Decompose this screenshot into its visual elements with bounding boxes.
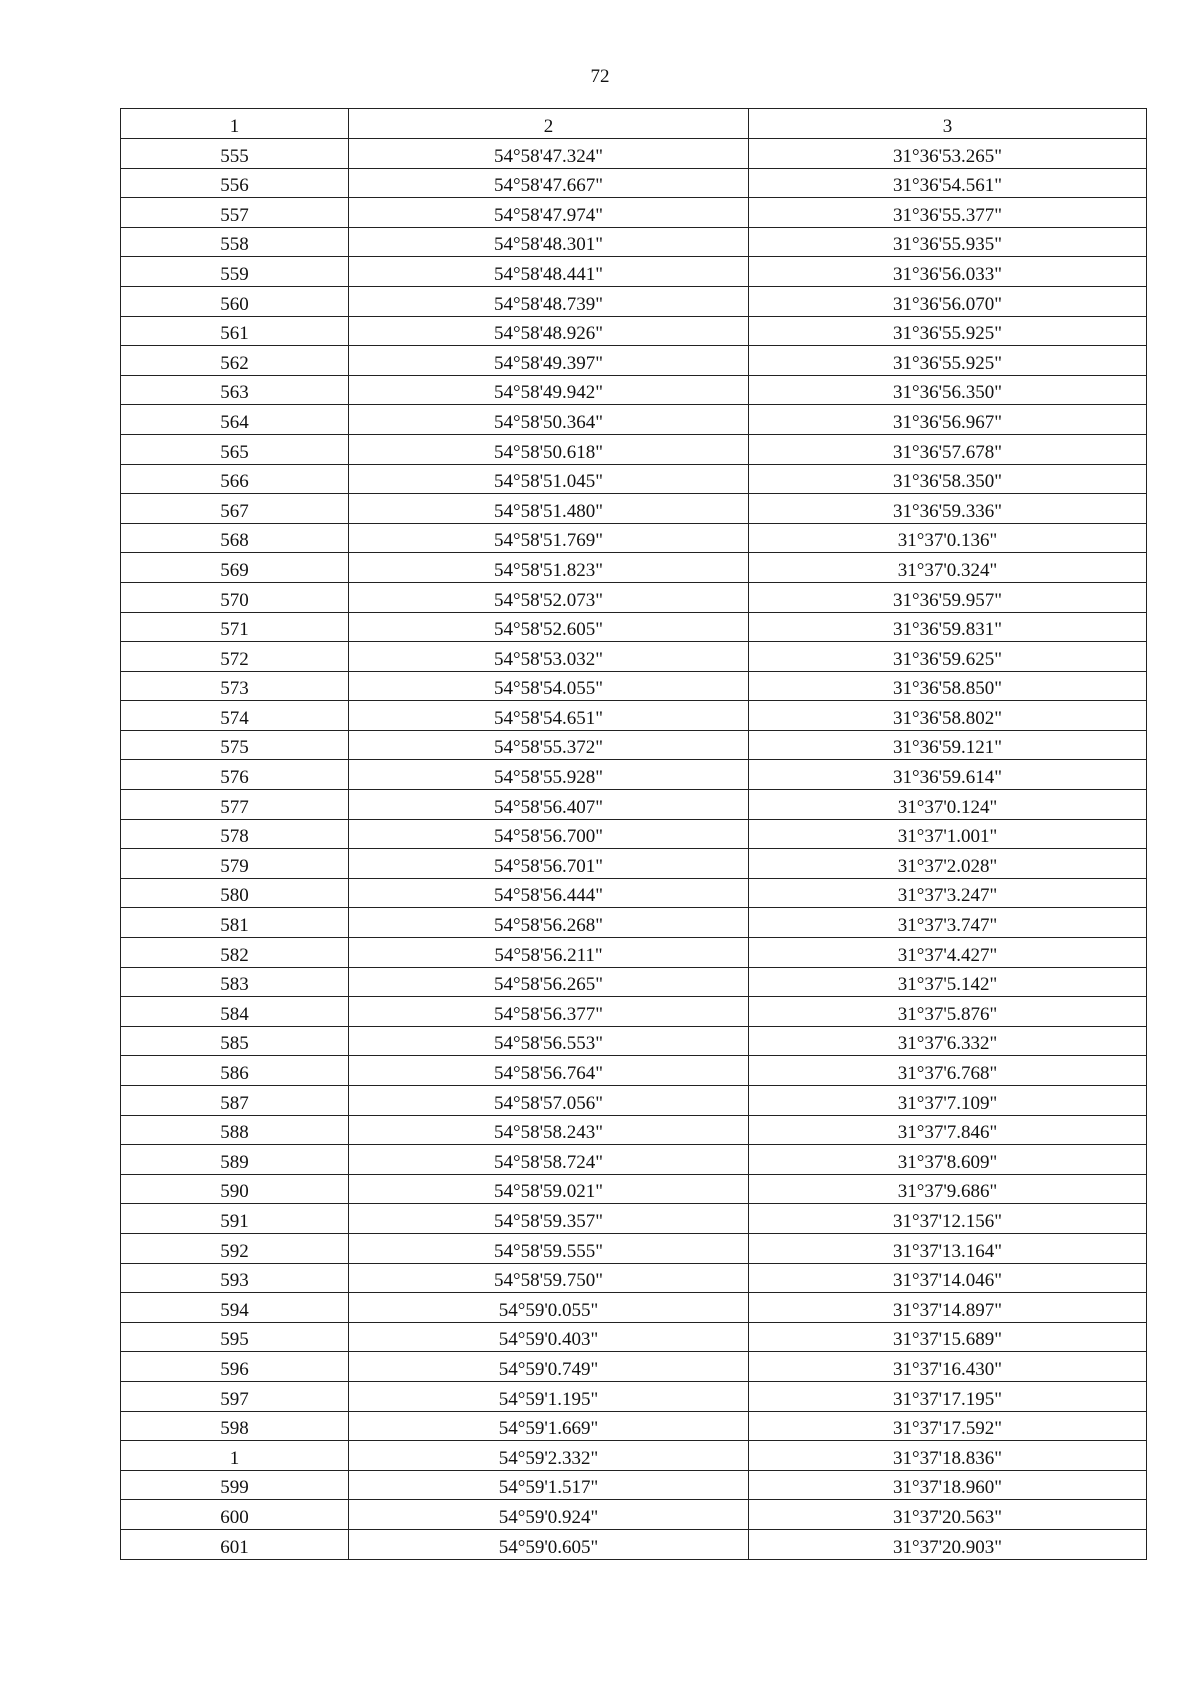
cell-point-number: 576	[121, 760, 349, 790]
cell-point-number: 565	[121, 434, 349, 464]
table-row	[121, 1233, 1147, 1263]
table-row	[121, 168, 1147, 198]
cell-point-number: 572	[121, 642, 349, 672]
cell-longitude: 31°37'17.592"	[749, 1411, 1147, 1441]
table-row	[121, 375, 1147, 405]
cell-point-number: 1	[121, 1441, 349, 1471]
table-row	[121, 523, 1147, 553]
cell-longitude: 31°36'56.967"	[749, 405, 1147, 435]
cell-point-number: 596	[121, 1352, 349, 1382]
cell-longitude: 31°37'2.028"	[749, 849, 1147, 879]
cell-point-number: 597	[121, 1381, 349, 1411]
cell-point-number: 587	[121, 1086, 349, 1116]
cell-longitude: 31°36'59.336"	[749, 494, 1147, 524]
cell-point-number: 582	[121, 938, 349, 968]
cell-latitude: 54°58'47.974"	[349, 198, 749, 228]
cell-point-number: 585	[121, 1026, 349, 1056]
cell-point-number: 569	[121, 553, 349, 583]
cell-latitude: 54°59'0.055"	[349, 1293, 749, 1323]
header-cell-latitude: 2	[349, 109, 749, 139]
coordinates-table-body	[121, 109, 1147, 1560]
cell-longitude: 31°37'3.247"	[749, 878, 1147, 908]
cell-longitude: 31°37'8.609"	[749, 1145, 1147, 1175]
cell-point-number: 590	[121, 1174, 349, 1204]
table-row	[121, 1381, 1147, 1411]
header-cell-point: 1	[121, 109, 349, 139]
cell-point-number: 601	[121, 1529, 349, 1559]
cell-point-number: 564	[121, 405, 349, 435]
cell-latitude: 54°59'1.195"	[349, 1381, 749, 1411]
cell-point-number: 562	[121, 346, 349, 376]
cell-point-number: 574	[121, 701, 349, 731]
cell-point-number: 566	[121, 464, 349, 494]
cell-longitude: 31°36'56.070"	[749, 286, 1147, 316]
cell-point-number: 577	[121, 790, 349, 820]
cell-point-number: 592	[121, 1233, 349, 1263]
table-row	[121, 849, 1147, 879]
cell-point-number: 556	[121, 168, 349, 198]
cell-latitude: 54°58'56.211"	[349, 938, 749, 968]
cell-longitude: 31°37'0.136"	[749, 523, 1147, 553]
table-row	[121, 464, 1147, 494]
cell-latitude: 54°58'59.021"	[349, 1174, 749, 1204]
table-row	[121, 1086, 1147, 1116]
cell-latitude: 54°58'55.928"	[349, 760, 749, 790]
table-row	[121, 671, 1147, 701]
cell-latitude: 54°58'50.364"	[349, 405, 749, 435]
cell-latitude: 54°58'56.764"	[349, 1056, 749, 1086]
table-row	[121, 1352, 1147, 1382]
cell-point-number: 560	[121, 286, 349, 316]
cell-latitude: 54°58'59.750"	[349, 1263, 749, 1293]
cell-latitude: 54°58'56.553"	[349, 1026, 749, 1056]
table-row	[121, 316, 1147, 346]
table-row	[121, 494, 1147, 524]
cell-longitude: 31°37'0.124"	[749, 790, 1147, 820]
cell-latitude: 54°58'48.926"	[349, 316, 749, 346]
cell-longitude: 31°37'6.768"	[749, 1056, 1147, 1086]
cell-longitude: 31°37'13.164"	[749, 1233, 1147, 1263]
cell-latitude: 54°58'49.397"	[349, 346, 749, 376]
cell-longitude: 31°37'5.142"	[749, 967, 1147, 997]
cell-point-number: 567	[121, 494, 349, 524]
cell-point-number: 600	[121, 1500, 349, 1530]
cell-latitude: 54°58'56.701"	[349, 849, 749, 879]
cell-latitude: 54°59'0.749"	[349, 1352, 749, 1382]
table-row	[121, 1263, 1147, 1293]
cell-longitude: 31°37'6.332"	[749, 1026, 1147, 1056]
cell-point-number: 593	[121, 1263, 349, 1293]
cell-latitude: 54°58'51.769"	[349, 523, 749, 553]
table-row	[121, 997, 1147, 1027]
cell-longitude: 31°37'14.897"	[749, 1293, 1147, 1323]
table-row	[121, 227, 1147, 257]
cell-longitude: 31°36'55.925"	[749, 316, 1147, 346]
cell-point-number: 578	[121, 819, 349, 849]
cell-point-number: 598	[121, 1411, 349, 1441]
cell-longitude: 31°36'58.350"	[749, 464, 1147, 494]
table-row	[121, 1026, 1147, 1056]
cell-latitude: 54°58'59.555"	[349, 1233, 749, 1263]
table-row	[121, 346, 1147, 376]
cell-longitude: 31°37'15.689"	[749, 1322, 1147, 1352]
cell-point-number: 586	[121, 1056, 349, 1086]
cell-point-number: 580	[121, 878, 349, 908]
table-row	[121, 967, 1147, 997]
cell-point-number: 594	[121, 1293, 349, 1323]
table-row	[121, 1056, 1147, 1086]
cell-latitude: 54°59'0.924"	[349, 1500, 749, 1530]
cell-point-number: 583	[121, 967, 349, 997]
cell-point-number: 599	[121, 1470, 349, 1500]
table-row	[121, 582, 1147, 612]
cell-longitude: 31°36'59.121"	[749, 730, 1147, 760]
table-row	[121, 878, 1147, 908]
cell-latitude: 54°58'51.480"	[349, 494, 749, 524]
cell-longitude: 31°36'56.033"	[749, 257, 1147, 287]
cell-latitude: 54°58'56.407"	[349, 790, 749, 820]
table-row	[121, 1145, 1147, 1175]
table-row	[121, 1470, 1147, 1500]
table-row	[121, 1500, 1147, 1530]
cell-point-number: 584	[121, 997, 349, 1027]
table-row	[121, 730, 1147, 760]
cell-longitude: 31°37'17.195"	[749, 1381, 1147, 1411]
cell-longitude: 31°37'0.324"	[749, 553, 1147, 583]
cell-point-number: 557	[121, 198, 349, 228]
cell-longitude: 31°36'53.265"	[749, 139, 1147, 169]
cell-longitude: 31°36'55.377"	[749, 198, 1147, 228]
cell-point-number: 579	[121, 849, 349, 879]
cell-longitude: 31°36'58.850"	[749, 671, 1147, 701]
table-row	[121, 1411, 1147, 1441]
cell-longitude: 31°37'14.046"	[749, 1263, 1147, 1293]
cell-latitude: 54°58'56.444"	[349, 878, 749, 908]
cell-longitude: 31°37'3.747"	[749, 908, 1147, 938]
table-row	[121, 908, 1147, 938]
table-header-row	[121, 109, 1147, 139]
cell-latitude: 54°58'57.056"	[349, 1086, 749, 1116]
table-row	[121, 790, 1147, 820]
cell-longitude: 31°37'1.001"	[749, 819, 1147, 849]
table-row	[121, 257, 1147, 287]
cell-longitude: 31°36'59.831"	[749, 612, 1147, 642]
header-cell-longitude: 3	[749, 109, 1147, 139]
cell-longitude: 31°37'20.563"	[749, 1500, 1147, 1530]
cell-point-number: 561	[121, 316, 349, 346]
cell-latitude: 54°58'48.301"	[349, 227, 749, 257]
cell-point-number: 559	[121, 257, 349, 287]
cell-longitude: 31°37'7.846"	[749, 1115, 1147, 1145]
table-row	[121, 198, 1147, 228]
cell-longitude: 31°36'59.625"	[749, 642, 1147, 672]
cell-point-number: 581	[121, 908, 349, 938]
cell-point-number: 558	[121, 227, 349, 257]
cell-longitude: 31°36'57.678"	[749, 434, 1147, 464]
cell-latitude: 54°59'2.332"	[349, 1441, 749, 1471]
cell-latitude: 54°58'58.243"	[349, 1115, 749, 1145]
cell-latitude: 54°58'50.618"	[349, 434, 749, 464]
table-row	[121, 553, 1147, 583]
cell-longitude: 31°37'4.427"	[749, 938, 1147, 968]
table-row	[121, 642, 1147, 672]
cell-latitude: 54°59'1.517"	[349, 1470, 749, 1500]
cell-latitude: 54°58'58.724"	[349, 1145, 749, 1175]
cell-longitude: 31°36'58.802"	[749, 701, 1147, 731]
cell-latitude: 54°58'51.823"	[349, 553, 749, 583]
table-row	[121, 1204, 1147, 1234]
table-row	[121, 1441, 1147, 1471]
cell-latitude: 54°58'56.265"	[349, 967, 749, 997]
table-row	[121, 1174, 1147, 1204]
cell-latitude: 54°58'56.377"	[349, 997, 749, 1027]
cell-point-number: 568	[121, 523, 349, 553]
cell-latitude: 54°58'54.055"	[349, 671, 749, 701]
cell-point-number: 575	[121, 730, 349, 760]
table-row	[121, 1115, 1147, 1145]
cell-point-number: 570	[121, 582, 349, 612]
cell-latitude: 54°58'52.605"	[349, 612, 749, 642]
cell-longitude: 31°37'7.109"	[749, 1086, 1147, 1116]
cell-longitude: 31°37'9.686"	[749, 1174, 1147, 1204]
cell-latitude: 54°58'55.372"	[349, 730, 749, 760]
table-row	[121, 405, 1147, 435]
cell-longitude: 31°37'5.876"	[749, 997, 1147, 1027]
table-row	[121, 1529, 1147, 1559]
cell-point-number: 591	[121, 1204, 349, 1234]
table-row	[121, 701, 1147, 731]
table-row	[121, 819, 1147, 849]
cell-point-number: 595	[121, 1322, 349, 1352]
cell-longitude: 31°36'54.561"	[749, 168, 1147, 198]
cell-latitude: 54°58'56.700"	[349, 819, 749, 849]
cell-longitude: 31°36'59.957"	[749, 582, 1147, 612]
cell-latitude: 54°58'47.324"	[349, 139, 749, 169]
table-row	[121, 286, 1147, 316]
cell-longitude: 31°37'12.156"	[749, 1204, 1147, 1234]
cell-latitude: 54°58'48.441"	[349, 257, 749, 287]
cell-latitude: 54°59'0.605"	[349, 1529, 749, 1559]
coordinates-table	[120, 108, 1147, 1560]
cell-latitude: 54°58'53.032"	[349, 642, 749, 672]
cell-latitude: 54°58'49.942"	[349, 375, 749, 405]
cell-latitude: 54°58'56.268"	[349, 908, 749, 938]
cell-latitude: 54°58'54.651"	[349, 701, 749, 731]
table-row	[121, 612, 1147, 642]
cell-latitude: 54°59'1.669"	[349, 1411, 749, 1441]
cell-latitude: 54°58'52.073"	[349, 582, 749, 612]
cell-latitude: 54°58'59.357"	[349, 1204, 749, 1234]
table-row	[121, 1322, 1147, 1352]
cell-latitude: 54°59'0.403"	[349, 1322, 749, 1352]
table-row	[121, 139, 1147, 169]
cell-longitude: 31°36'55.925"	[749, 346, 1147, 376]
table-row	[121, 760, 1147, 790]
cell-longitude: 31°37'18.960"	[749, 1470, 1147, 1500]
cell-latitude: 54°58'47.667"	[349, 168, 749, 198]
cell-point-number: 588	[121, 1115, 349, 1145]
cell-point-number: 573	[121, 671, 349, 701]
cell-longitude: 31°37'18.836"	[749, 1441, 1147, 1471]
cell-point-number: 563	[121, 375, 349, 405]
page-number: 72	[590, 66, 610, 87]
cell-latitude: 54°58'48.739"	[349, 286, 749, 316]
cell-point-number: 571	[121, 612, 349, 642]
cell-longitude: 31°36'56.350"	[749, 375, 1147, 405]
table-row	[121, 1293, 1147, 1323]
cell-point-number: 555	[121, 139, 349, 169]
cell-longitude: 31°36'59.614"	[749, 760, 1147, 790]
cell-longitude: 31°37'20.903"	[749, 1529, 1147, 1559]
cell-longitude: 31°36'55.935"	[749, 227, 1147, 257]
table-row	[121, 434, 1147, 464]
cell-point-number: 589	[121, 1145, 349, 1175]
cell-latitude: 54°58'51.045"	[349, 464, 749, 494]
cell-longitude: 31°37'16.430"	[749, 1352, 1147, 1382]
table-row	[121, 938, 1147, 968]
